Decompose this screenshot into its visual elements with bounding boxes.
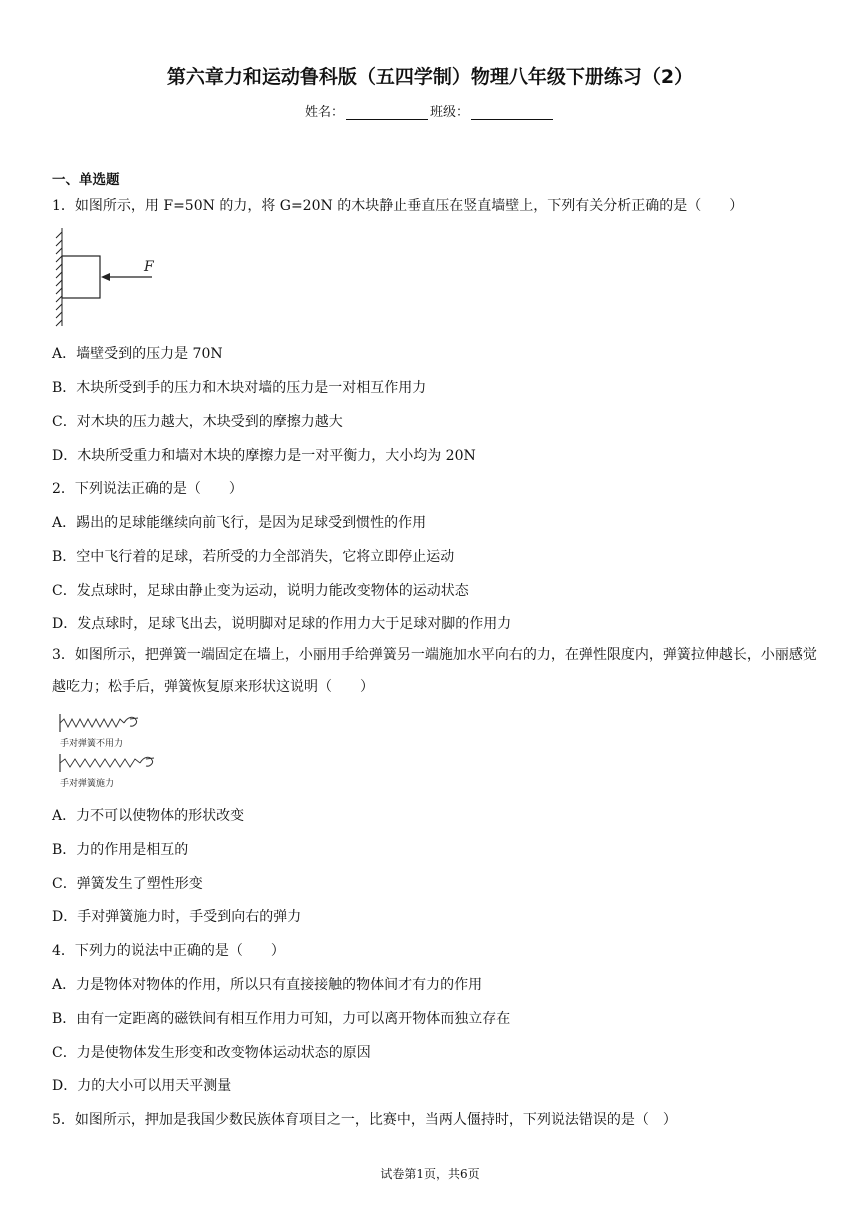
question-4-option-a: A．力是物体对物体的作用，所以只有直接接触的物体间才有力的作用: [52, 977, 483, 993]
name-label: 姓名：: [304, 105, 344, 120]
caption-force: 手对弹簧施力: [60, 779, 115, 789]
hand-relaxed-icon: [124, 717, 138, 726]
spring-stretched: [60, 759, 140, 767]
question-1-figure: [52, 226, 172, 328]
question-1-option-c: C．对木块的压力越大，木块受到的摩擦力越大: [52, 414, 343, 430]
question-4-option-b: B．由有一定距离的磁铁间有相互作用力可知，力可以离开物体而独立存在: [52, 1011, 511, 1027]
force-label: F: [144, 259, 154, 275]
question-1-stem: 1．如图所示，用 F=50N 的力，将 G=20N 的木块静止垂直压在竖直墙壁上，下列有关分析正确的是（ ）: [52, 198, 744, 214]
question-1-option-a: A．墙壁受到的压力是 70N: [52, 346, 223, 362]
question-3-option-a: A．力不可以使物体的形状改变: [52, 808, 245, 824]
question-3-option-c: C．弹簧发生了塑性形变: [52, 876, 203, 892]
question-4-option-c: C．力是使物体发生形变和改变物体运动状态的原因: [52, 1045, 371, 1061]
page-footer: 试卷第1页，共6页: [380, 1167, 480, 1181]
force-arrow-head: [101, 273, 110, 281]
spring-relaxed: [60, 719, 124, 727]
question-3-option-d: D．手对弹簧施力时，手受到向右的弹力: [52, 909, 302, 925]
name-blank[interactable]: [346, 105, 428, 120]
section-title: 一、单选题: [52, 172, 120, 188]
question-2-option-d: D．发点球时，足球飞出去，说明脚对足球的作用力大于足球对脚的作用力: [52, 616, 512, 632]
question-3-option-b: B．力的作用是相互的: [52, 842, 189, 858]
question-2-option-c: C．发点球时，足球由静止变为运动，说明力能改变物体的运动状态: [52, 583, 469, 599]
question-2-option-a: A．踢出的足球能继续向前飞行，是因为足球受到惯性的作用: [52, 515, 427, 531]
wooden-block: [62, 256, 100, 298]
question-4-stem: 4．下列力的说法中正确的是（ ）: [52, 943, 285, 959]
class-label: 班级：: [430, 105, 470, 120]
student-info-line: [0, 101, 860, 120]
question-5-stem: 5．如图所示，押加是我国少数民族体育项目之一，比赛中，当两人僵持时，下列说法错误的是（ ）: [52, 1112, 677, 1128]
caption-no-force: 手对弹簧不用力: [60, 739, 124, 749]
question-4-option-d: D．力的大小可以用天平测量: [52, 1078, 232, 1094]
question-1-option-b: B．木块所受到手的压力和木块对墙的压力是一对相互作用力: [52, 380, 427, 396]
question-2-option-b: B．空中飞行着的足球，若所受的力全部消失，它将立即停止运动: [52, 549, 455, 565]
question-3-stem: 3．如图所示，把弹簧一端固定在墙上，小丽用手给弹簧另一端施加水平向右的力，在弹性限度内，弹簧拉伸越长，小丽感觉越吃力；松手后，弹簧恢复原来形状这说明（ ）: [52, 647, 817, 695]
question-2-stem: 2．下列说法正确的是（ ）: [52, 481, 243, 497]
question-3-figure: [54, 710, 166, 790]
hand-pulling-icon: [140, 757, 154, 766]
class-blank[interactable]: [471, 105, 553, 120]
wall-hatching: [56, 228, 62, 326]
page-title: 第六章力和运动鲁科版（五四学制）物理八年级下册练习（2）: [166, 66, 694, 88]
question-1-option-d: D．木块所受重力和墙对木块的摩擦力是一对平衡力，大小均为 20N: [52, 448, 476, 464]
